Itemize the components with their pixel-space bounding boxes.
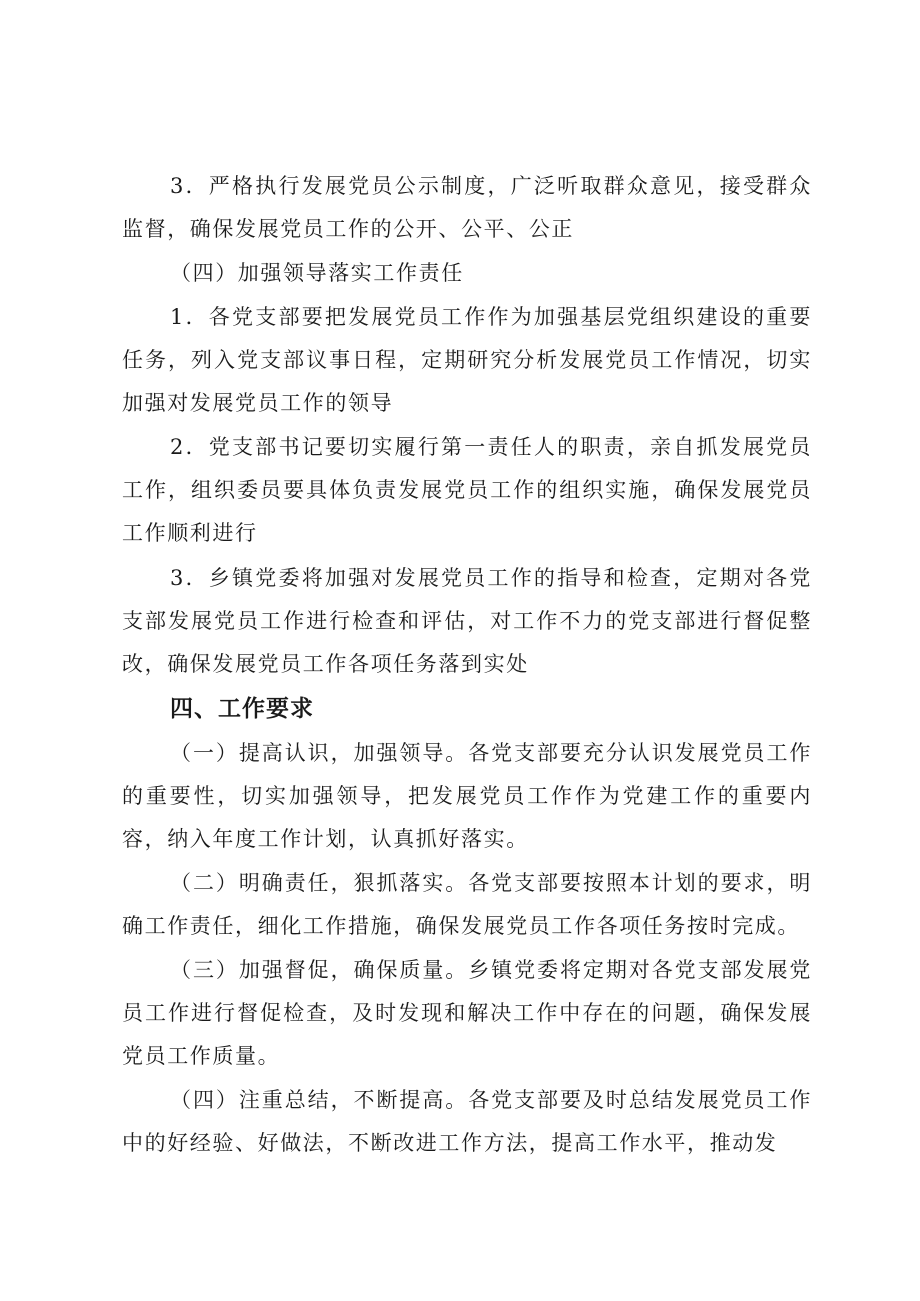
paragraph-item-1-branches: 1．各党支部要把发展党员工作作为加强基层党组织建设的重要任务，列入党支部议事日程，定期研究分析发展党员工作情况，切实加强对发展党员工作的领导 xyxy=(122,305,812,415)
paragraph-item-2-secretary: 2．党支部书记要切实履行第一责任人的职责，亲自抓发展党员工作，组织委员要具体负责发展党员工作的组织实施，确保发展党员工作顺利进行 xyxy=(122,435,812,545)
paragraph-item-3-publicity: 3．严格执行发展党员公示制度，广泛听取群众意见，接受群众监督，确保发展党员工作的公开、公平、公正 xyxy=(122,174,812,241)
section-heading-work-requirements: 四、工作要求 xyxy=(170,696,314,722)
paragraph-requirement-3: （三）加强督促，确保质量。乡镇党委将定期对各党支部发展党员工作进行督促检查，及时发现和解决工作中存在的问题，确保发展党员工作质量。 xyxy=(122,958,812,1068)
paragraph-item-3-inspection: 3．乡镇党委将加强对发展党员工作的指导和检查，定期对各党支部发展党员工作进行检查和评估，对工作不力的党支部进行督促整改，确保发展党员工作各项任务落到实处 xyxy=(122,566,812,676)
subheading-strengthen-leadership: （四）加强领导落实工作责任 xyxy=(170,261,464,285)
paragraph-requirement-4: （四）注重总结，不断提高。各党支部要及时总结发展党员工作中的好经验、好做法，不断改进工作方法，提高工作水平，推动发 xyxy=(122,1088,812,1155)
paragraph-requirement-1: （一）提高认识，加强领导。各党支部要充分认识发展党员工作的重要性，切实加强领导，把发展党员工作作为党建工作的重要内容，纳入年度工作计划，认真抓好落实。 xyxy=(122,741,812,851)
paragraph-requirement-2: （二）明确责任，狠抓落实。各党支部要按照本计划的要求，明确工作责任，细化工作措施，确保发展党员工作各项任务按时完成。 xyxy=(122,871,812,938)
